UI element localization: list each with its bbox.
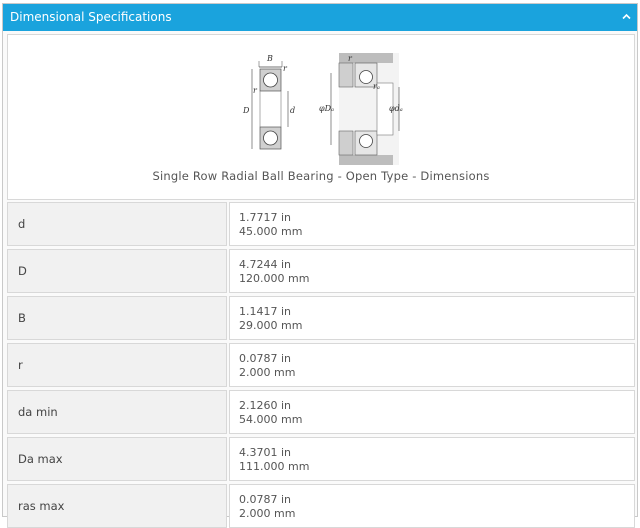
spec-value-mm: 29.000 mm xyxy=(239,319,303,332)
label-d: d xyxy=(290,106,296,115)
label-ras-top: r xyxy=(348,54,352,63)
panel-header[interactable] xyxy=(3,4,637,31)
label-r-left: r xyxy=(253,86,257,95)
spec-row-Da-max xyxy=(7,437,635,481)
spec-value-mm: 111.000 mm xyxy=(239,460,310,473)
spec-value-mm: 120.000 mm xyxy=(239,272,310,285)
figure-caption: Single Row Radial Ball Bearing - Open Type - Dimensions xyxy=(152,169,490,183)
mounting-diagram xyxy=(319,53,403,165)
spec-value-mm: 45.000 mm xyxy=(239,225,303,238)
spec-label: da min xyxy=(18,405,58,419)
label-r-top: r xyxy=(283,64,287,73)
spec-label: ras max xyxy=(18,499,65,513)
spec-row-d xyxy=(7,202,635,246)
spec-value-inch: 2.1260 in xyxy=(239,399,292,412)
panel-title: Dimensional Specifications xyxy=(10,10,172,24)
spec-label: D xyxy=(18,264,27,278)
dimensional-specifications-panel xyxy=(2,3,638,520)
spec-value-inch: 1.7717 in xyxy=(239,211,292,224)
spec-row-da-min xyxy=(7,390,635,434)
spec-value-mm: 2.000 mm xyxy=(239,507,296,520)
spec-value-inch: 1.1417 in xyxy=(239,305,292,318)
spec-row-ras-max xyxy=(7,484,635,528)
spec-value-mm: 2.000 mm xyxy=(239,366,296,379)
spec-label: B xyxy=(18,311,26,325)
spec-value-mm: 54.000 mm xyxy=(239,413,303,426)
spec-value-inch: 0.0787 in xyxy=(239,352,292,365)
label-B: B xyxy=(267,54,273,63)
spec-label: d xyxy=(18,217,26,231)
spec-value-inch: 4.7244 in xyxy=(239,258,292,271)
bearing-section xyxy=(242,54,295,149)
label-Da: φDₐ xyxy=(319,104,335,113)
label-da: φdₐ xyxy=(389,104,403,113)
bearing-diagram xyxy=(239,53,403,165)
spec-label: Da max xyxy=(18,452,63,466)
label-D: D xyxy=(243,106,250,115)
spec-row-r xyxy=(7,343,635,387)
label-ras: rₐ xyxy=(373,82,380,91)
spec-label: r xyxy=(18,358,23,372)
spec-row-D xyxy=(7,249,635,293)
spec-row-B xyxy=(7,296,635,340)
dimensions-figure xyxy=(7,34,635,200)
collapse-icon[interactable] xyxy=(622,13,631,22)
spec-value-inch: 4.3701 in xyxy=(239,446,292,459)
spec-value-inch: 0.0787 in xyxy=(239,493,292,506)
